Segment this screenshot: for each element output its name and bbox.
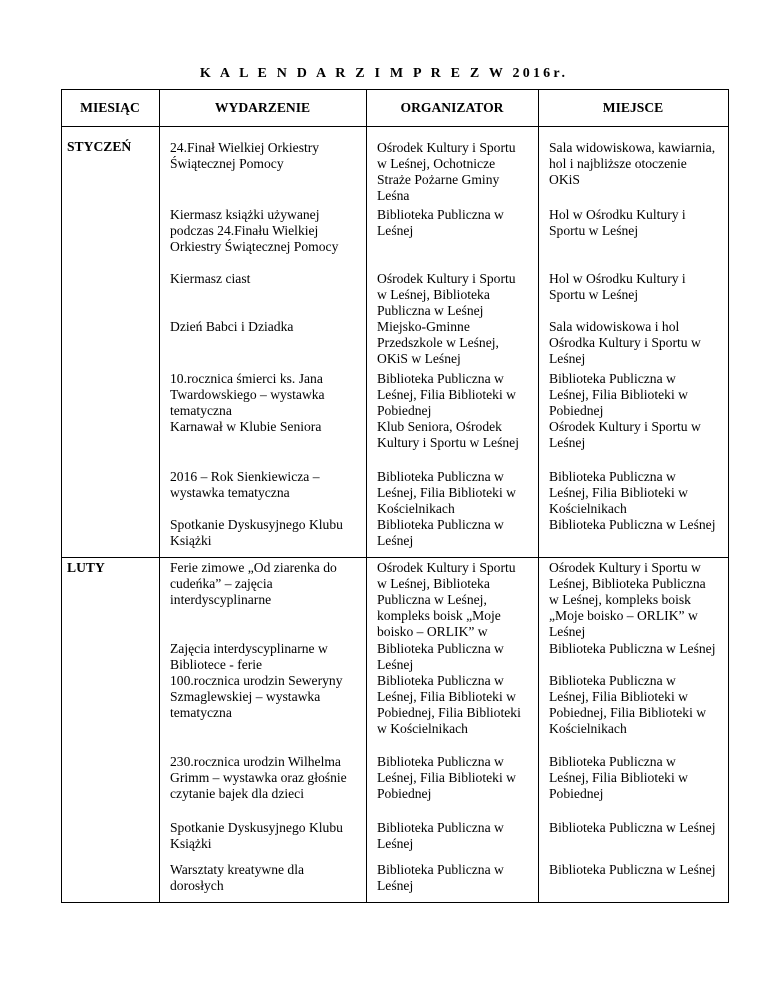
header-organizer: ORGANIZATOR (367, 90, 539, 127)
event-organizer: Biblioteka Publiczna w Leśnej, Filia Biblioteki w Kościelnikach (377, 469, 516, 517)
event-place: Biblioteka Publiczna w Leśnej (549, 517, 716, 532)
event-place: Ośrodek Kultury i Sportu w Leśnej, Biblioteka Publiczna w Leśnej, kompleks boisk „Moje boisko – ORLIK” w Leśnej (549, 560, 706, 640)
header-month: MIESIĄC (62, 90, 160, 127)
event-name: 2016 – Rok Sienkiewicza – wystawka tematyczna (170, 469, 320, 501)
event-name: Spotkanie Dyskusyjnego Klubu Książki (170, 820, 343, 852)
event-organizer: Biblioteka Publiczna w Leśnej, Filia Biblioteki w Pobiednej (377, 754, 516, 802)
header-event: WYDARZENIE (160, 90, 367, 127)
event-organizer: Ośrodek Kultury i Sportu w Leśnej, Ochotnicze Straże Pożarne Gminy Leśna (377, 140, 516, 204)
month-row-february (62, 558, 729, 903)
event-place: Sala widowiskowa i hol Ośrodka Kultury i Sportu w Leśnej (549, 319, 701, 367)
event-place: Hol w Ośrodku Kultury i Sportu w Leśnej (549, 207, 686, 239)
event-name: Ferie zimowe „Od ziarenka do cudeńka” – zajęcia interdyscyplinarne (170, 560, 337, 608)
page-title: K A L E N D A R Z I M P R E Z W 2016r. (199, 66, 569, 81)
event-organizer: Miejsko-Gminne Przedszkole w Leśnej, OKiS w Leśnej (377, 319, 499, 367)
event-column (160, 558, 367, 903)
event-name: Kiermasz ciast (170, 271, 251, 286)
event-organizer: Biblioteka Publiczna w Leśnej (377, 517, 504, 549)
event-place: Biblioteka Publiczna w Leśnej, Filia Biblioteki w Pobiednej, Filia Biblioteki w Kościelnikach (549, 673, 707, 737)
month-name: LUTY (67, 560, 105, 575)
event-place: Biblioteka Publiczna w Leśnej (549, 862, 716, 877)
event-place: Biblioteka Publiczna w Leśnej, Filia Biblioteki w Kościelnikach (549, 469, 688, 517)
month-cell (62, 558, 160, 903)
event-place: Biblioteka Publiczna w Leśnej (549, 820, 716, 835)
header-place: MIEJSCE (539, 90, 729, 127)
event-organizer: Klub Seniora, Ośrodek Kultury i Sportu w Leśnej (377, 419, 519, 451)
place-column (539, 558, 729, 903)
event-organizer: Ośrodek Kultury i Sportu w Leśnej, Biblioteka Publiczna w Leśnej (377, 271, 516, 319)
event-organizer: Biblioteka Publiczna w Leśnej (377, 641, 504, 673)
table-header-row (62, 90, 729, 127)
event-place: Biblioteka Publiczna w Leśnej (549, 641, 716, 656)
event-name: 100.rocznica urodzin Seweryny Szmaglewskiej – wystawka tematyczna (170, 673, 343, 721)
month-row-january (62, 127, 729, 558)
organizer-column (367, 127, 539, 558)
event-column (160, 127, 367, 558)
place-column (539, 127, 729, 558)
event-organizer: Biblioteka Publiczna w Leśnej (377, 820, 504, 852)
events-calendar-table (61, 89, 729, 903)
event-organizer: Biblioteka Publiczna w Leśnej, Filia Biblioteki w Pobiednej, Filia Biblioteki w Kościelnikach (377, 673, 521, 737)
event-organizer: Ośrodek Kultury i Sportu w Leśnej, Biblioteka Publiczna w Leśnej, kompleks boisk „Moje boisko – ORLIK” w (377, 560, 516, 640)
event-place: Hol w Ośrodku Kultury i Sportu w Leśnej (549, 271, 686, 303)
event-name: Dzień Babci i Dziadka (170, 319, 294, 334)
event-place: Sala widowiskowa, kawiarnia, hol i najbliższe otoczenie OKiS (549, 140, 716, 188)
event-organizer: Biblioteka Publiczna w Leśnej, Filia Biblioteki w Pobiednej (377, 371, 516, 419)
event-name: 24.Finał Wielkiej Orkiestry Świątecznej Pomocy (170, 140, 320, 172)
event-name: Zajęcia interdyscyplinarne w Bibliotece - ferie (170, 641, 328, 673)
event-organizer: Biblioteka Publiczna w Leśnej (377, 862, 504, 894)
event-name: Spotkanie Dyskusyjnego Klubu Książki (170, 517, 343, 549)
event-place: Ośrodek Kultury i Sportu w Leśnej (549, 419, 701, 451)
organizer-column (367, 558, 539, 903)
month-name: STYCZEŃ (67, 139, 132, 154)
month-cell (62, 127, 160, 558)
event-name: Warsztaty kreatywne dla dorosłych (170, 862, 305, 894)
event-organizer: Biblioteka Publiczna w Leśnej (377, 207, 504, 239)
event-place: Biblioteka Publiczna w Leśnej, Filia Biblioteki w Pobiednej (549, 754, 688, 802)
event-name: 10.rocznica śmierci ks. Jana Twardowskiego – wystawka tematyczna (170, 371, 325, 419)
event-name: Karnawał w Klubie Seniora (170, 419, 322, 434)
event-name: Kiermasz książki używanej podczas 24.Finału Wielkiej Orkiestry Świątecznej Pomocy (170, 207, 339, 255)
event-place: Biblioteka Publiczna w Leśnej, Filia Biblioteki w Pobiednej (549, 371, 688, 419)
event-name: 230.rocznica urodzin Wilhelma Grimm – wystawka oraz głośnie czytanie bajek dla dzieci (170, 754, 347, 802)
